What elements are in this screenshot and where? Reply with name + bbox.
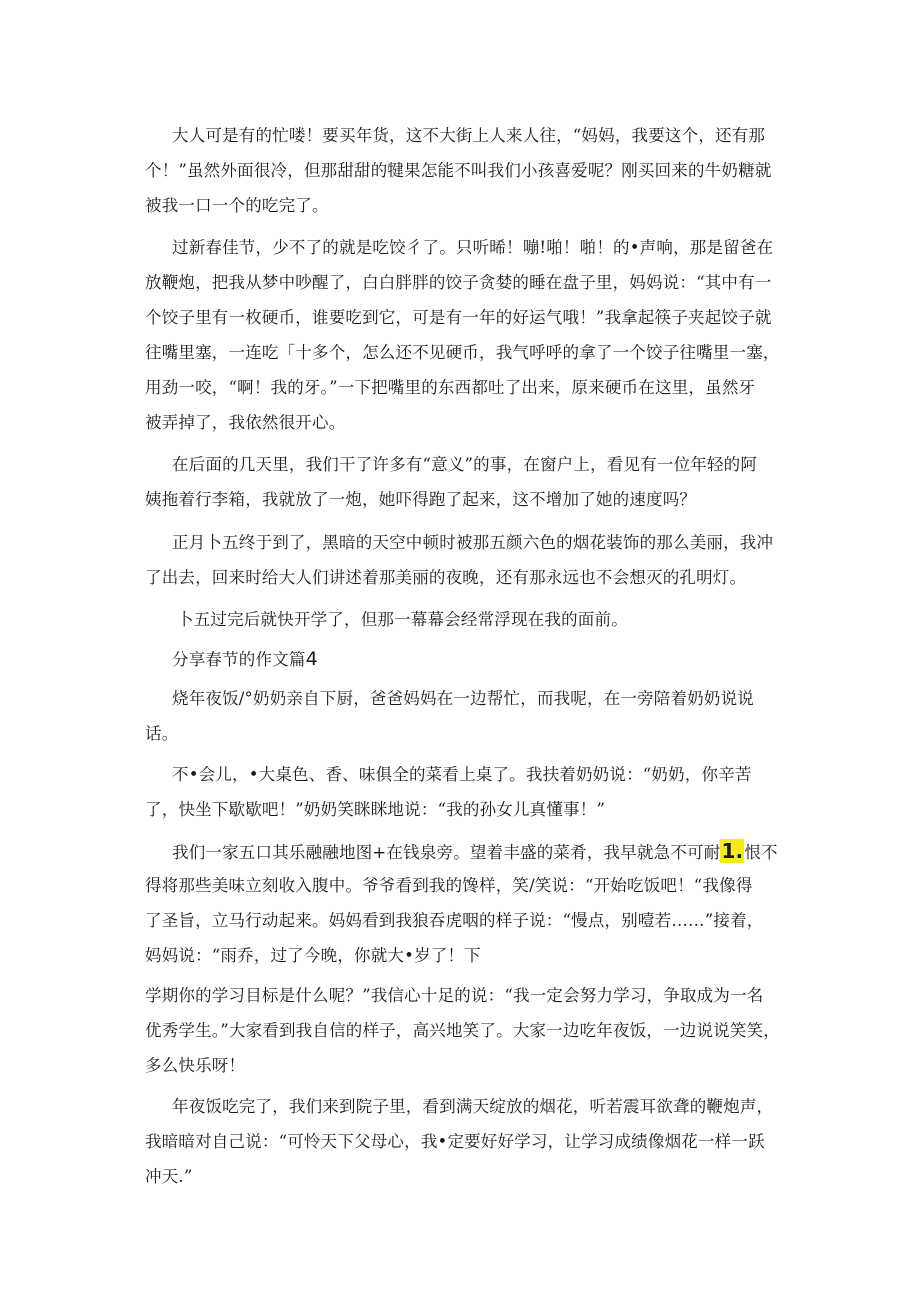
text-line: 被我一口一个的吃完了。	[145, 196, 329, 215]
text-line: 卜五过完后就快开学了，但那一幕幕会经常浮现在我的面前。	[177, 610, 628, 629]
text-line: 冲天.”	[145, 1167, 193, 1186]
text-line: 大人可是有的忙喽！要买年货，这不大街上人来人往，“妈妈，我要这个，还有那	[172, 126, 766, 145]
text-line: 姨拖着行李箱，我就放了一炮，她吓得跑了起来，这不增加了她的速度吗？	[145, 490, 697, 509]
text-line: 了圣旨，立马行动起来。妈妈看到我狼吞虎咽的样子说：“慢点，别噎若……”接着，	[145, 911, 764, 930]
text-line: 话。	[145, 724, 179, 743]
text-line: 不•会儿，•大桌色、香、味俱全的菜看上桌了。我扶着奶奶说：“奶奶，你辛苦	[172, 765, 752, 784]
text-line: 烧年夜饭/°奶奶亲自下厨，爸爸妈妈在一边帮忙，而我呢，在一旁陪着奶奶说说	[172, 689, 755, 708]
text-line: 用劲一咬，“啊！我的牙。”一下把嘴里的东西都吐了出来，原来硬币在这里，虽然牙	[145, 378, 756, 397]
text-line: 了出去，回来时给大人们讲述着那美丽的夜晚，还有那永远也不会想灭的孔明灯。	[145, 568, 747, 587]
text-segment: 恨不	[744, 843, 778, 862]
text-line: 优秀学生。”大家看到我自信的样子，高兴地笑了。大家一边吃年夜饭，一边说说笑笑，	[145, 1021, 780, 1040]
text-line: 我暗暗对自己说：“可怜天下父母心，我•定要好好学习，让学习成绩像烟花一样一跃	[145, 1132, 765, 1151]
text-line: 妈妈说：“雨乔，过了今晚，你就大•岁了！下	[145, 946, 481, 965]
text-line: 正月卜五终于到了，黑暗的天空中顿时被那五颜六色的烟花装饰的那么美丽，我冲	[172, 533, 774, 552]
text-line: 年夜饭吃完了，我们来到院子里，看到满天绽放的烟花，听若震耳欲聋的鞭炮声，	[172, 1097, 774, 1116]
text-line: 得将那些美味立刻收入腹中。爷爷看到我的馋样，笑/笑说：“开始吃饭吧！“我像得	[145, 876, 753, 895]
text-segment: 我们一家五口其乐融融地图+在钱泉旁。望着丰盛的菜肴，我早就急不可耐	[172, 843, 721, 862]
text-line: 被弄掉了，我依然很开心。	[145, 413, 346, 432]
section-heading-text: 分享春节的作文篇	[172, 650, 306, 669]
text-line: 了，快坐下歇歇吧！”奶奶笑眯眯地说：“我的孙女儿真懂事！”	[145, 800, 606, 819]
text-line: 在后面的几天里，我们干了许多有“意义”的事，在窗户上，看见有一位年轻的阿	[172, 455, 758, 474]
text-line	[172, 840, 778, 864]
text-line: 过新春佳节，少不了的就是吃饺彳了。只听晞！嘣!啪！啪！的•声响，那是留爸在	[172, 238, 774, 257]
text-line: 多么快乐呀！	[145, 1056, 246, 1075]
text-line: 往嘴里塞，一连吃「十多个，怎么还不见硬币，我气呼呼的拿了一个饺子往嘴里一塞，	[145, 343, 780, 362]
text-line: 个饺子里有一枚硬币，谁要吃到它，可是有一年的好运气哦！”我拿起筷子夹起饺子就	[145, 308, 772, 327]
section-heading-number: 4	[305, 648, 318, 670]
text-line: 个！”虽然外面很冷，但那甜甜的犍果怎能不叫我们小孩喜爱呢？刚买回来的牛奶糖就	[145, 161, 772, 180]
text-line: 放鞭炮，把我从梦中吵醒了，白白胖胖的饺子贪婪的睡在盘子里，妈妈说：“其中有一	[145, 273, 772, 292]
highlighted-text: 1.	[721, 839, 744, 863]
section-heading	[172, 648, 318, 671]
text-line: 学期你的学习目标是什么呢？”我信心十足的说：“我一定会努力学习，争取成为一名	[145, 986, 764, 1005]
